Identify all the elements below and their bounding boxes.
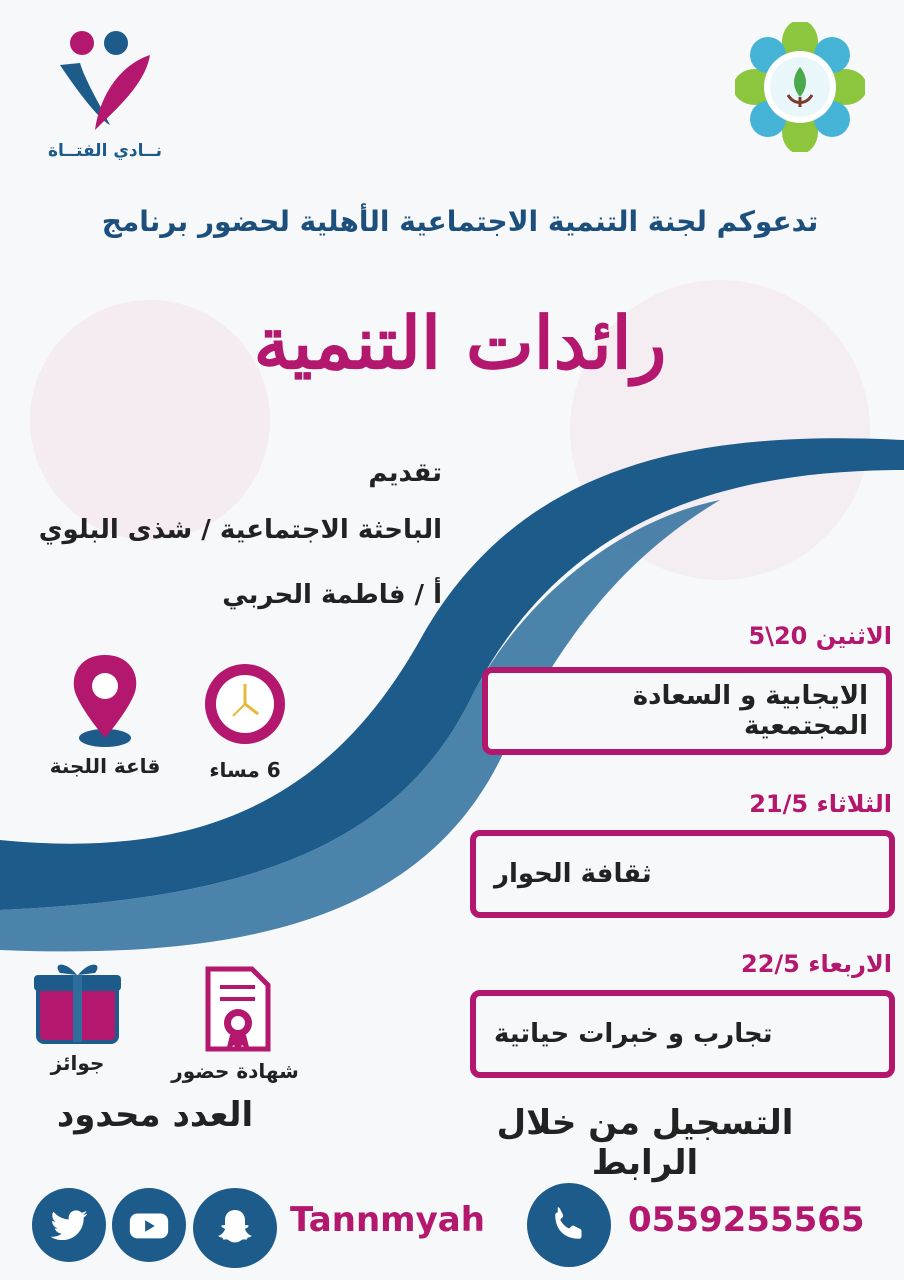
topic-2: ثقافة الحوار [494, 859, 652, 889]
location-label: قاعة اللجنة [49, 754, 161, 778]
topic-1: الايجابية و السعادة المجتمعية [632, 681, 868, 741]
limited-seats: العدد محدود [56, 1095, 254, 1135]
youtube-link[interactable] [112, 1188, 186, 1262]
register-text: التسجيل من خلال الرابط [496, 1103, 794, 1183]
day-1: الاثنين 20\5 [748, 622, 892, 650]
club-logo [40, 25, 170, 160]
presenter-1: الباحثة الاجتماعية / شذى البلوي [38, 515, 442, 545]
club-logo-icon [40, 25, 170, 135]
topic-3-box [470, 990, 895, 1078]
twitter-link[interactable] [32, 1188, 106, 1262]
social-handle[interactable]: Tannmyah [290, 1200, 485, 1240]
snapchat-icon [211, 1204, 259, 1252]
topic-1-box [482, 667, 892, 755]
snapchat-link[interactable] [193, 1188, 277, 1268]
topic-2-box [470, 830, 895, 918]
certificate-info [160, 965, 310, 1083]
topic-3: تجارب و خبرات حياتية [494, 1019, 773, 1049]
time-info [190, 658, 300, 782]
presenter-2: أ / فاطمة الحربي [222, 580, 442, 610]
prizes-info [30, 955, 125, 1075]
invite-text: تدعوكم لجنة التنمية الاجتماعية الأهلية لحضور برنامج [101, 205, 819, 238]
location-pin-icon [45, 650, 165, 750]
time-label: 6 مساء [209, 758, 281, 782]
whatsapp-link[interactable] [527, 1183, 611, 1267]
certificate-icon [160, 965, 310, 1053]
phone-icon [544, 1200, 594, 1250]
day-2: الثلاثاء 21/5 [749, 790, 892, 818]
twitter-icon [47, 1203, 91, 1247]
clock-icon [190, 658, 300, 750]
gift-icon [30, 955, 125, 1045]
prizes-label: جوائز [50, 1051, 105, 1075]
program-title: رائدات التنمية [253, 300, 667, 385]
committee-logo-icon [735, 22, 865, 152]
certificate-label: شهادة حضور [171, 1059, 299, 1083]
day-3: الاربعاء 22/5 [741, 950, 892, 978]
location-info [45, 650, 165, 778]
phone-number[interactable]: 0559255565 [628, 1200, 865, 1240]
youtube-icon [126, 1202, 172, 1248]
club-logo-text: نــادي الفتــاة [47, 141, 163, 161]
presenters-heading: تقديم [368, 458, 442, 488]
